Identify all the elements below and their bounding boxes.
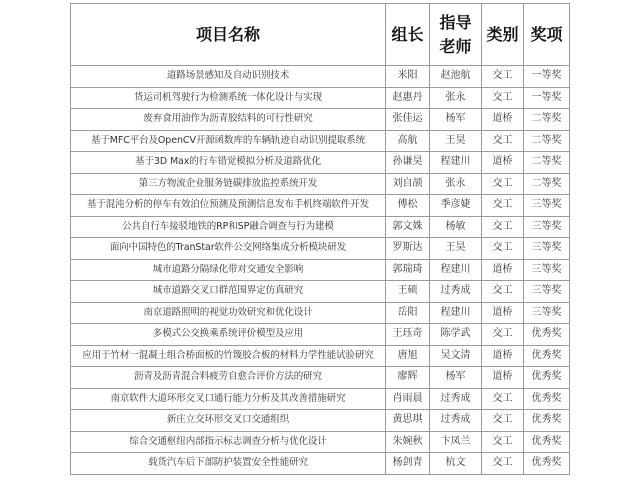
leader-cell: 米阳 (386, 66, 430, 88)
project-name-cell: 城市道路分隔绿化带对交通安全影响 (71, 259, 386, 281)
project-name-cell: 基于3D Max的行车错觉模拟分析及道路优化 (71, 152, 386, 174)
table-row (71, 130, 570, 152)
award-cell: 三等奖 (524, 281, 570, 303)
category-cell: 道桥 (482, 302, 524, 324)
leader-cell: 岳阳 (386, 302, 430, 324)
leader-cell: 傅松 (386, 195, 430, 217)
project-name-cell: 第三方物流企业服务链碳排放监控系统开发 (71, 173, 386, 195)
header-advisor-label: 指导老师 (439, 12, 472, 56)
table-row (71, 109, 570, 131)
leader-cell: 廖辉 (386, 367, 430, 389)
advisor-cell: 程建川 (430, 152, 482, 174)
advisor-cell: 过秀成 (430, 281, 482, 303)
advisor-cell: 陈学武 (430, 324, 482, 346)
category-cell: 交工 (482, 195, 524, 217)
category-cell: 交工 (482, 281, 524, 303)
award-table (70, 3, 570, 475)
award-cell: 三等奖 (524, 195, 570, 217)
table-row (71, 259, 570, 281)
category-cell: 交工 (482, 324, 524, 346)
table-row (71, 66, 570, 88)
category-cell: 道桥 (482, 109, 524, 131)
table-row (71, 216, 570, 238)
project-name-cell: 综合交通枢纽内部指示标志调查分析与优化设计 (71, 431, 386, 453)
award-cell: 三等奖 (524, 216, 570, 238)
leader-cell: 郭瑞琦 (386, 259, 430, 281)
award-cell: 二等奖 (524, 109, 570, 131)
table-row (71, 453, 570, 475)
advisor-cell: 张永 (430, 87, 482, 109)
award-cell: 优秀奖 (524, 367, 570, 389)
award-cell: 一等奖 (524, 66, 570, 88)
category-cell: 道桥 (482, 259, 524, 281)
leader-cell: 唐旭 (386, 345, 430, 367)
advisor-cell: 杨敏 (430, 216, 482, 238)
advisor-cell: 过秀成 (430, 410, 482, 432)
table-row (71, 410, 570, 432)
header-project-name: 项目名称 (71, 4, 386, 66)
category-cell: 交工 (482, 410, 524, 432)
award-cell: 优秀奖 (524, 388, 570, 410)
project-name-cell: 应用于竹材一混凝土组合桥面板的竹篾胶合板的材料力学性能试验研究 (71, 345, 386, 367)
advisor-cell: 过秀成 (430, 388, 482, 410)
table-row (71, 281, 570, 303)
leader-cell: 黄思琪 (386, 410, 430, 432)
project-name-cell: 道路场景感知及自动识别技术 (71, 66, 386, 88)
category-cell: 交工 (482, 453, 524, 475)
category-cell: 交工 (482, 173, 524, 195)
table-row (71, 367, 570, 389)
category-cell: 交工 (482, 238, 524, 260)
award-cell: 三等奖 (524, 238, 570, 260)
project-name-cell: 公共自行车接驳地铁的RP和SP融合调查与行为建模 (71, 216, 386, 238)
advisor-cell: 杭文 (430, 453, 482, 475)
project-name-cell: 废弃食用油作为沥青胶结料的可行性研究 (71, 109, 386, 131)
advisor-cell: 张永 (430, 173, 482, 195)
leader-cell: 王珏奇 (386, 324, 430, 346)
category-cell: 道桥 (482, 345, 524, 367)
header-leader: 组长 (386, 4, 430, 66)
advisor-cell: 王昊 (430, 130, 482, 152)
category-cell: 交工 (482, 216, 524, 238)
table-row (71, 388, 570, 410)
leader-cell: 高航 (386, 130, 430, 152)
award-cell: 二等奖 (524, 130, 570, 152)
advisor-cell: 王昊 (430, 238, 482, 260)
award-cell: 三等奖 (524, 259, 570, 281)
award-cell: 二等奖 (524, 173, 570, 195)
header-advisor (430, 4, 482, 66)
table-row (71, 431, 570, 453)
leader-cell: 孙谦昊 (386, 152, 430, 174)
leader-cell: 杨剑青 (386, 453, 430, 475)
project-name-cell: 沥青及沥青混合料疲劳自愈合评价方法的研究 (71, 367, 386, 389)
category-cell: 交工 (482, 388, 524, 410)
project-name-cell: 城市道路交叉口群范围界定仿真研究 (71, 281, 386, 303)
project-name-cell: 货运司机驾驶行为检测系统一体化设计与实现 (71, 87, 386, 109)
category-cell: 道桥 (482, 367, 524, 389)
table-row (71, 302, 570, 324)
leader-cell: 郭文姝 (386, 216, 430, 238)
award-cell: 三等奖 (524, 302, 570, 324)
advisor-cell: 程建川 (430, 302, 482, 324)
table-row (71, 87, 570, 109)
leader-cell: 罗斯达 (386, 238, 430, 260)
leader-cell: 王硕 (386, 281, 430, 303)
project-name-cell: 载货汽车后下部防护装置安全性能研究 (71, 453, 386, 475)
project-name-cell: 新庄立交环形交叉口交通组织 (71, 410, 386, 432)
category-cell: 交工 (482, 431, 524, 453)
table-row (71, 345, 570, 367)
advisor-cell: 赵池航 (430, 66, 482, 88)
award-cell: 一等奖 (524, 87, 570, 109)
category-cell: 交工 (482, 66, 524, 88)
advisor-cell: 卞凤兰 (430, 431, 482, 453)
table-row (71, 173, 570, 195)
advisor-cell: 杨军 (430, 367, 482, 389)
header-award: 奖项 (524, 4, 570, 66)
leader-cell: 肖雨晨 (386, 388, 430, 410)
header-row (71, 4, 570, 66)
category-cell: 交工 (482, 87, 524, 109)
project-name-cell: 南京道路照明的视觉功效研究和优化设计 (71, 302, 386, 324)
award-cell: 优秀奖 (524, 410, 570, 432)
header-category: 类别 (482, 4, 524, 66)
table-row (71, 195, 570, 217)
table-row (71, 152, 570, 174)
award-cell: 优秀奖 (524, 345, 570, 367)
category-cell: 道桥 (482, 152, 524, 174)
leader-cell: 赵惠丹 (386, 87, 430, 109)
award-cell: 二等奖 (524, 152, 570, 174)
leader-cell: 张佳运 (386, 109, 430, 131)
table-row (71, 238, 570, 260)
leader-cell: 刘自颉 (386, 173, 430, 195)
project-name-cell: 基于MFC平台及OpenCV开源函数库的车辆轨迹自动识别提取系统 (71, 130, 386, 152)
advisor-cell: 程建川 (430, 259, 482, 281)
advisor-cell: 季彦婕 (430, 195, 482, 217)
award-cell: 优秀奖 (524, 324, 570, 346)
award-cell: 优秀奖 (524, 453, 570, 475)
project-name-cell: 面向中国特色的TranStar软件公交网络集成分析模块研发 (71, 238, 386, 260)
project-name-cell: 多模式公交换乘系统评价模型及应用 (71, 324, 386, 346)
project-name-cell: 南京软件大道环形交叉口通行能力分析及其改善措施研究 (71, 388, 386, 410)
project-name-cell: 基于混沌分析的停车有效泊位预测及预测信息发布手机终端软件开发 (71, 195, 386, 217)
leader-cell: 朱婉秋 (386, 431, 430, 453)
advisor-cell: 杨军 (430, 109, 482, 131)
award-cell: 优秀奖 (524, 431, 570, 453)
advisor-cell: 吴文清 (430, 345, 482, 367)
category-cell: 交工 (482, 130, 524, 152)
table-row (71, 324, 570, 346)
